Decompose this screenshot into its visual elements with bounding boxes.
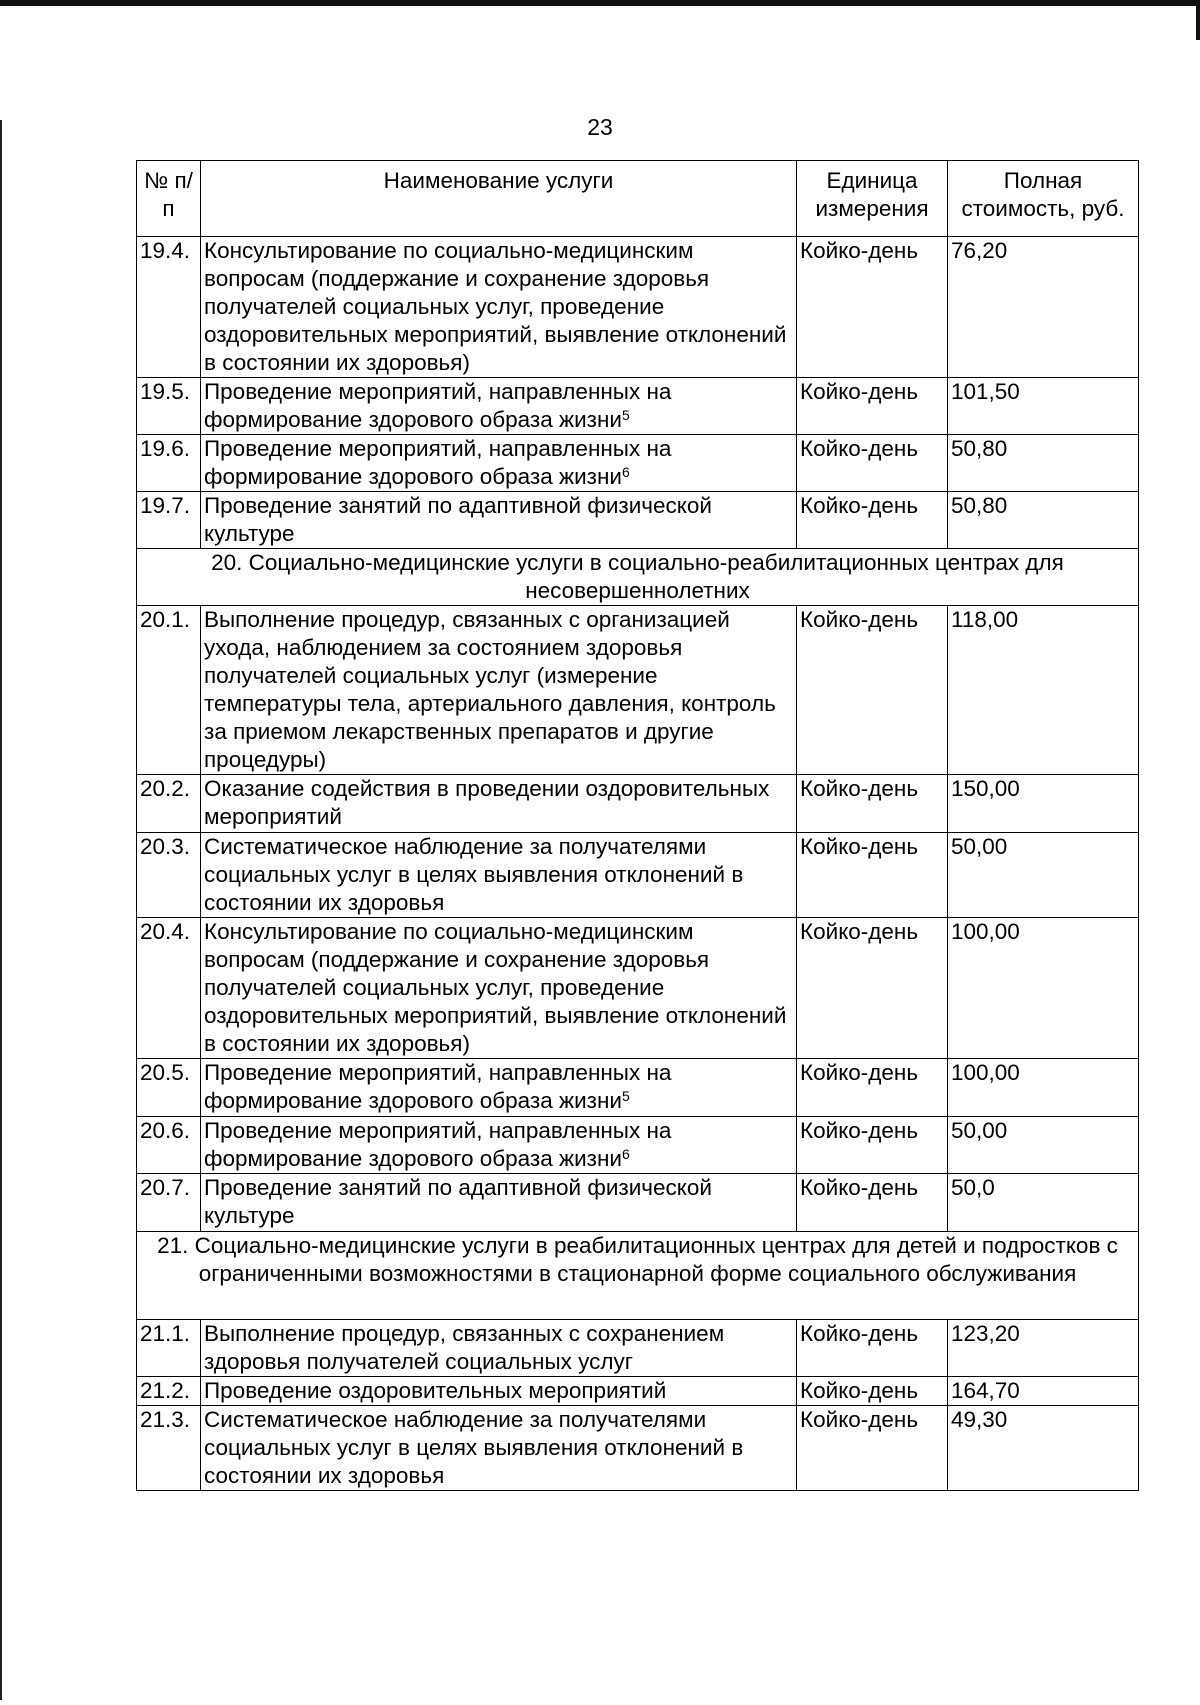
header-service-name: Наименование услуги: [201, 161, 797, 237]
full-cost: 101,50: [948, 378, 1139, 435]
row-number: 19.5.: [137, 378, 201, 435]
unit-of-measure: Койко-день: [797, 1117, 948, 1174]
table-row: [137, 1174, 1139, 1232]
table-row: [137, 237, 1139, 378]
full-cost: 76,20: [948, 237, 1139, 378]
service-name: [201, 1117, 797, 1174]
section-title: 20. Социально-медицинские услуги в социально-реабилитационных центрах для несовершеннолетних: [137, 549, 1139, 606]
unit-of-measure: Койко-день: [797, 492, 948, 549]
footnote-marker: 5: [621, 1088, 630, 1104]
table-row: [137, 1320, 1139, 1377]
row-number: 20.7.: [137, 1174, 201, 1232]
row-number: 20.6.: [137, 1117, 201, 1174]
unit-of-measure: Койко-день: [797, 1406, 948, 1491]
header-unit: Единица измерения: [797, 161, 948, 237]
row-number: 20.1.: [137, 606, 201, 775]
table-row: [137, 435, 1139, 492]
full-cost: 49,30: [948, 1406, 1139, 1491]
full-cost: 50,80: [948, 492, 1139, 549]
row-number: 21.2.: [137, 1377, 201, 1406]
service-name: [201, 378, 797, 435]
unit-of-measure: Койко-день: [797, 775, 948, 833]
header-number: № п/п: [137, 161, 201, 237]
page-number: 23: [587, 114, 613, 140]
full-cost: 150,00: [948, 775, 1139, 833]
footnote-marker: 6: [621, 1146, 630, 1162]
service-name-text: Проведение мероприятий, направленных на формирование здорового образа жизни: [204, 1060, 672, 1113]
table-row: [137, 378, 1139, 435]
unit-of-measure: Койко-день: [797, 435, 948, 492]
unit-of-measure: Койко-день: [797, 1377, 948, 1406]
scan-border-left: [0, 120, 2, 1700]
full-cost: 50,0: [948, 1174, 1139, 1232]
row-number: 19.6.: [137, 435, 201, 492]
full-cost: 100,00: [948, 918, 1139, 1059]
footnote-marker: 6: [621, 464, 630, 480]
table-row: [137, 775, 1139, 833]
full-cost: 100,00: [948, 1059, 1139, 1117]
service-name: Проведение занятий по адаптивной физической культуре: [201, 1174, 797, 1232]
service-name: Консультирование по социально-медицинским вопросам (поддержание и сохранение здоровья получателей социальных услуг, проведение оздоровительных мероприятий, выявление отклонений в состоянии их здоровья): [201, 918, 797, 1059]
service-name-text: Проведение мероприятий, направленных на формирование здорового образа жизни: [204, 1118, 672, 1171]
row-number: 20.4.: [137, 918, 201, 1059]
section-heading-row: [137, 1232, 1139, 1320]
unit-of-measure: Койко-день: [797, 1320, 948, 1377]
section-heading-row: [137, 549, 1139, 606]
full-cost: 123,20: [948, 1320, 1139, 1377]
row-number: 19.4.: [137, 237, 201, 378]
row-number: 21.1.: [137, 1320, 201, 1377]
full-cost: 50,80: [948, 435, 1139, 492]
table-row: [137, 918, 1139, 1059]
unit-of-measure: Койко-день: [797, 918, 948, 1059]
full-cost: 118,00: [948, 606, 1139, 775]
table-row: [137, 1059, 1139, 1117]
unit-of-measure: Койко-день: [797, 606, 948, 775]
table-row: [137, 833, 1139, 918]
service-name: [201, 1059, 797, 1117]
row-number: 20.5.: [137, 1059, 201, 1117]
row-number: 20.2.: [137, 775, 201, 833]
unit-of-measure: Койко-день: [797, 1059, 948, 1117]
footnote-marker: 5: [621, 407, 630, 423]
service-name: Систематическое наблюдение за получателями социальных услуг в целях выявления отклонений в состоянии их здоровья: [201, 1406, 797, 1491]
table-row: [137, 492, 1139, 549]
service-name: Проведение занятий по адаптивной физической культуре: [201, 492, 797, 549]
full-cost: 50,00: [948, 833, 1139, 918]
table-header-row: [137, 161, 1139, 237]
service-name-text: Проведение мероприятий, направленных на формирование здорового образа жизни: [204, 436, 672, 489]
service-name: Выполнение процедур, связанных с сохранением здоровья получателей социальных услуг: [201, 1320, 797, 1377]
unit-of-measure: Койко-день: [797, 237, 948, 378]
scan-border-top: [0, 0, 1200, 6]
table-body: [137, 237, 1139, 1491]
table-row: [137, 1406, 1139, 1491]
row-number: 19.7.: [137, 492, 201, 549]
row-number: 20.3.: [137, 833, 201, 918]
service-name: Проведение оздоровительных мероприятий: [201, 1377, 797, 1406]
unit-of-measure: Койко-день: [797, 833, 948, 918]
section-title: 21. Социально-медицинские услуги в реабилитационных центрах для детей и подростков с ограниченными возможностями в стационарной форме социального обслуживания: [137, 1232, 1139, 1320]
table-row: [137, 606, 1139, 775]
service-name-text: Проведение мероприятий, направленных на формирование здорового образа жизни: [204, 379, 672, 432]
service-name: Оказание содействия в проведении оздоровительных мероприятий: [201, 775, 797, 833]
scan-border-right: [1196, 0, 1200, 40]
table-row: [137, 1117, 1139, 1174]
service-name: [201, 435, 797, 492]
full-cost: 50,00: [948, 1117, 1139, 1174]
unit-of-measure: Койко-день: [797, 378, 948, 435]
unit-of-measure: Койко-день: [797, 1174, 948, 1232]
row-number: 21.3.: [137, 1406, 201, 1491]
table-row: [137, 1377, 1139, 1406]
header-full-cost: Полная стоимость, руб.: [948, 161, 1139, 237]
services-price-table: [136, 160, 1139, 1491]
service-name: Консультирование по социально-медицинским вопросам (поддержание и сохранение здоровья получателей социальных услуг, проведение оздоровительных мероприятий, выявление отклонений в состоянии их здоровья): [201, 237, 797, 378]
service-name: Систематическое наблюдение за получателями социальных услуг в целях выявления отклонений в состоянии их здоровья: [201, 833, 797, 918]
full-cost: 164,70: [948, 1377, 1139, 1406]
service-name: Выполнение процедур, связанных с организацией ухода, наблюдением за состоянием здоровья получателей социальных услуг (измерение температуры тела, артериального давления, контроль за приемом лекарственных препаратов и другие процедуры): [201, 606, 797, 775]
